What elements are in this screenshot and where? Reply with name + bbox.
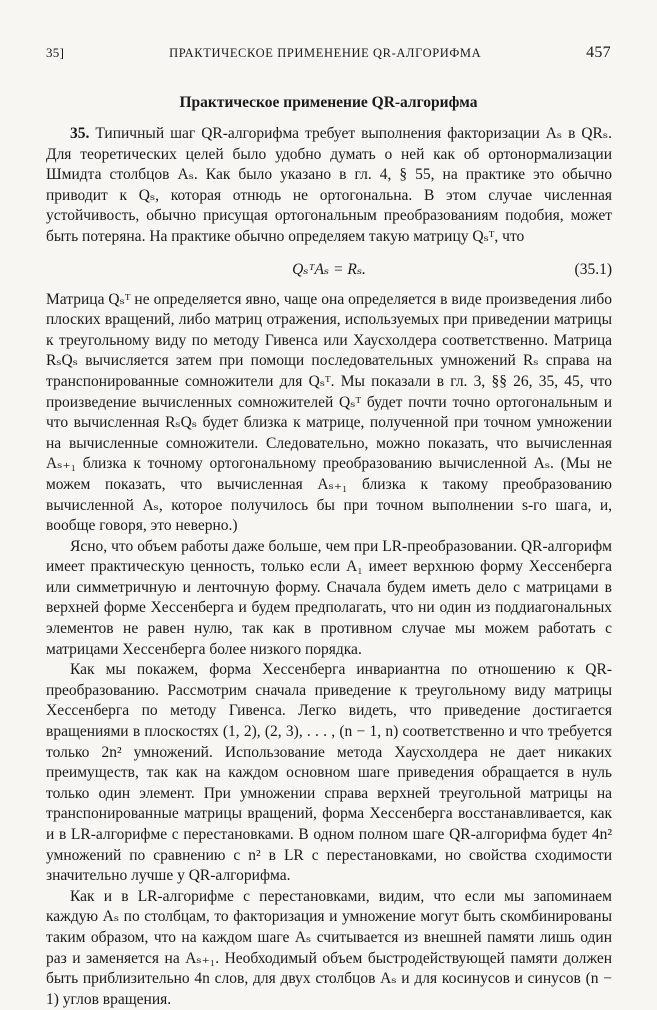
paragraph-5: Как и в LR-алгорифме с перестановками, видим, что если мы запоминаем каждую Aₛ по столбцам, то факторизация и умножение могут быть скомбинированы таким образом, что на каждом шаге Aₛ считывается из внешней памяти лишь один раз и заменяется на Aₛ₊₁. Необходимый объем быстродействующей памяти должен быть приблизительно 4n слов, для двух столбцов Aₛ и для косинусов и синусов (n − 1) углов вращения. — [46, 887, 612, 1008]
body-text — [46, 124, 612, 1010]
equation-35-1 — [46, 256, 612, 284]
equation-expression: QₛᵀAₛ = Rₛ. — [292, 260, 366, 278]
paragraph-4: Как мы покажем, форма Хессенберга инвариантна по отношению к QR-преобразованию. Рассмотрим сначала приведение к треугольному виду матрицы Хессенберга по методу Гивенса. Легко видеть, что приведение достигается вращениями в плоскостях (1, 2), (2, 3), . . . , (n − 1, n) соответственно и что требуется только 2n² умножений. Использование метода Хаусхолдера не дает никаких преимуществ, так как на каждом основном шаге приведения обращается в нуль только один элемент. При умножении справа верхней треугольной матрицы на транспонированные матрицы вращений, форма Хессенберга восстанавливается, как и в LR-алгорифме с перестановками. В одном полном шаге QR-алгорифма будет 4n² умножений по сравнению с n² в LR с перестановками, но свойства сходимости значительно лучше у QR-алгорифма. — [46, 661, 612, 885]
paragraph-2: Матрица Qₛᵀ не определяется явно, чаще она определяется в виде произведения либо плоских вращений, либо матриц отражения, используемых при приведении матрицы к треугольному виду по методу Гивенса или Хаусхолдера соответственно. Матрица RₛQₛ вычисляется затем при помощи последовательных умножений Rₛ справа на транспонированные сомножители для Qₛᵀ. Мы показали в гл. 3, §§ 26, 35, 45, что произведение вычисленных сомножителей Qₛᵀ будет почти точно ортогональным и что вычисленная RₛQₛ будет близка к матрице, полученной при точном умножении на вычисленные сомножители. Следовательно, можно показать, что вычисленная Aₛ₊₁ близка к точному ортогональному преобразованию вычисленной Aₛ. (Мы не можем показать, что вычисленная Aₛ₊₁ близка к такому преобразованию вычисленной Aₛ, которое получилось бы при точном выполнении s-го шага, и, вообще говоря, это неверно.) — [46, 290, 612, 535]
running-title: ПРАКТИЧЕСКОЕ ПРИМЕНЕНИЕ QR-АЛГОРИФМА — [169, 46, 482, 60]
running-header — [46, 44, 611, 62]
paragraph-1 — [46, 124, 612, 248]
paragraph-1-text: Типичный шаг QR-алгорифма требует выполнения факторизации Aₛ в QRₛ. Для теоретических целей было удобно думать о ней как об ортонормализации Шмидта столбцов Aₛ. Как было указано в гл. 4, § 55, на практике это обычно приводит к Qₛ, которая отнюдь не ортогональна. В этом случае численная устойчивость, обычно присущая ортогональным преобразованиям подобия, может быть потеряна. На практике обычно определяем такую матрицу Qₛᵀ, что — [46, 125, 612, 245]
section-reference: 35] — [46, 45, 65, 60]
equation-label: (35.1) — [574, 260, 612, 278]
section-heading: Практическое применение QR-алгорифма — [179, 94, 478, 111]
paragraph-number: 35. — [70, 125, 90, 142]
paragraph-3: Ясно, что объем работы даже больше, чем при LR-преобразовании. QR-алгорифм имеет практическую ценность, только если A₁ имеет верхнюю форму Хессенберга или симметричную и ленточную форму. Сначала будем иметь дело с матрицами в верхней форме Хессенберга и будем предполагать, что ни один из поддиагональных элементов не равен нулю, так как в противном случае мы можем работать с матрицами Хессенберга более низкого порядка. — [46, 537, 612, 658]
page-number: 457 — [586, 44, 611, 61]
